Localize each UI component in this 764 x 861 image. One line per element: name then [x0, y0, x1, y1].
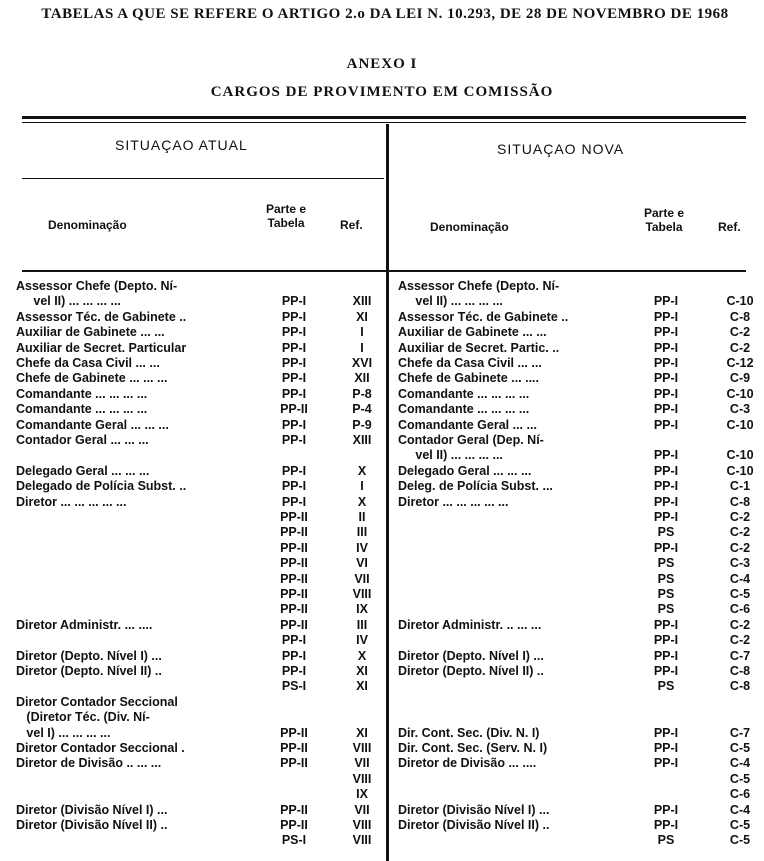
cell-parte-nova: PP-I — [653, 448, 679, 463]
section-situacao-atual: SITUAÇAO ATUAL — [115, 137, 248, 153]
cell-denominacao-nova: Dir. Cont. Sec. (Div. N. I) — [398, 725, 540, 740]
cell-ref-atual: X — [357, 463, 367, 478]
table-row — [0, 448, 764, 463]
cell-denominacao-nova: Auxiliar de Secret. Partic. .. — [398, 340, 560, 355]
annex-label: ANEXO I — [346, 56, 418, 72]
cell-parte-atual: PP-I — [281, 633, 307, 648]
cell-parte-nova: PP-I — [653, 510, 679, 524]
cell-ref-nova: C-3 — [729, 402, 751, 417]
cell-denominacao-atual: vel I) ... ... ... ... — [16, 725, 111, 740]
cell-ref-atual: P-9 — [352, 417, 372, 432]
cell-parte-atual: PP-I — [281, 664, 307, 678]
cell-denominacao-atual: Diretor Administr. ... .... — [16, 617, 153, 632]
cell-denominacao-atual: Assessor Chefe (Depto. Ní- — [16, 279, 178, 293]
cell-parte-nova: PP-I — [653, 664, 679, 678]
cell-denominacao-atual: Comandante ... ... ... ... — [16, 402, 148, 417]
table-row — [0, 310, 764, 325]
cell-parte-nova: PP-I — [653, 294, 679, 309]
cell-parte-nova: PS — [657, 571, 675, 586]
cell-denominacao-atual: Diretor (Depto. Nível II) .. — [16, 664, 162, 678]
table-row — [0, 572, 764, 587]
document-title: TABELAS A QUE SE REFERE O ARTIGO 2.o DA LEI N. 10.293, DE 28 DE NOVEMBRO DE 1968 — [41, 6, 729, 22]
cell-parte-nova: PP-I — [653, 371, 679, 386]
cell-parte-nova: PP-I — [653, 741, 679, 755]
cell-parte-nova: PS — [657, 679, 675, 694]
cell-ref-atual: XIII — [352, 294, 372, 309]
table-row — [0, 664, 764, 679]
cell-ref-nova: C-2 — [729, 525, 751, 540]
cell-parte-atual: PP-I — [281, 340, 307, 355]
cell-denominacao-atual: Auxiliar de Secret. Particular — [16, 340, 187, 355]
cell-ref-atual: XI — [356, 725, 368, 740]
cell-parte-atual: PP-I — [281, 648, 307, 663]
cell-ref-nova: C-4 — [729, 756, 751, 771]
table-row — [0, 356, 764, 371]
cell-denominacao-atual: Diretor (Depto. Nível I) ... — [16, 648, 162, 663]
cell-parte-atual: PP-I — [281, 494, 307, 509]
cell-parte-atual: PS-I — [281, 679, 307, 694]
table-row — [0, 726, 764, 741]
table-row — [0, 479, 764, 494]
cell-ref-atual: I — [360, 479, 364, 494]
section-situacao-nova: SITUAÇAO NOVA — [497, 141, 625, 157]
cell-ref-atual: X — [357, 494, 367, 509]
cell-parte-nova: PS — [657, 833, 675, 848]
table-row — [0, 341, 764, 356]
table-row — [0, 371, 764, 386]
cell-denominacao-nova: Comandante ... ... ... ... — [398, 402, 530, 417]
cell-ref-nova: C-8 — [729, 309, 751, 324]
table-row — [0, 710, 764, 725]
table-row — [0, 756, 764, 771]
cell-parte-atual: PP-I — [281, 294, 307, 309]
cell-ref-nova: C-8 — [729, 494, 751, 509]
cell-denominacao-nova: vel II) ... ... ... ... — [398, 448, 503, 463]
cell-ref-atual: VIII — [352, 587, 372, 601]
cell-parte-atual: PP-II — [280, 556, 308, 571]
cell-parte-nova: PP-I — [653, 633, 679, 648]
cell-denominacao-atual: Contador Geral ... ... ... — [16, 433, 149, 447]
section-rule-left — [22, 178, 384, 179]
cell-denominacao-atual: Comandante ... ... ... ... — [16, 386, 148, 401]
cell-denominacao-atual: Delegado Geral ... ... ... — [16, 463, 150, 478]
table-row — [0, 387, 764, 402]
cell-parte-atual: PP-II — [280, 818, 308, 832]
cell-ref-nova: C-4 — [729, 802, 751, 817]
cell-ref-nova: C-1 — [729, 479, 751, 494]
cell-parte-nova: PP-I — [653, 648, 679, 663]
cell-ref-nova: C-6 — [729, 787, 751, 802]
cell-parte-nova: PS — [657, 525, 675, 540]
cell-parte-atual: PP-I — [281, 433, 307, 447]
cell-ref-atual: VIII — [352, 818, 372, 832]
table-row — [0, 649, 764, 664]
cell-denominacao-nova: Comandante ... ... ... ... — [398, 386, 530, 401]
cell-ref-atual: I — [360, 340, 364, 355]
cell-ref-atual: VIII — [352, 741, 372, 755]
cell-ref-atual: XI — [356, 309, 368, 324]
cell-ref-nova: C-2 — [729, 510, 751, 524]
cell-denominacao-nova: Comandante Geral ... ... — [398, 417, 537, 432]
table-row — [0, 556, 764, 571]
cell-denominacao-atual: Diretor (Divisão Nível II) .. — [16, 818, 168, 832]
cell-parte-nova: PP-I — [653, 325, 679, 340]
cell-ref-atual: VII — [354, 756, 370, 771]
cell-ref-atual: P-8 — [352, 386, 372, 401]
cell-denominacao-atual: Comandante Geral ... ... ... — [16, 417, 169, 432]
header-ref-right: Ref. — [718, 220, 741, 234]
cell-parte-nova: PP-I — [653, 540, 679, 555]
cell-denominacao-nova: Diretor (Divisão Nível II) .. — [398, 818, 550, 832]
cell-denominacao-atual: Chefe da Casa Civil ... ... — [16, 356, 160, 370]
cell-parte-atual: PP-I — [281, 386, 307, 401]
cell-ref-nova: C-10 — [726, 448, 754, 463]
cell-parte-atual: PP-II — [280, 741, 308, 755]
cell-ref-nova: C-6 — [729, 602, 751, 617]
cell-denominacao-atual: Delegado de Polícia Subst. .. — [16, 479, 187, 494]
cell-ref-nova: C-5 — [729, 587, 751, 601]
cell-parte-atual: PP-II — [280, 602, 308, 617]
header-bottom-rule — [22, 270, 746, 272]
cell-parte-nova: PP-I — [653, 386, 679, 401]
cell-parte-atual: PP-II — [280, 617, 308, 632]
cell-parte-nova: PP-I — [653, 463, 679, 478]
cell-denominacao-atual: Diretor de Divisão .. ... ... — [16, 756, 162, 771]
cell-parte-nova: PP-I — [653, 402, 679, 417]
cell-ref-nova: C-5 — [729, 833, 751, 848]
cell-parte-nova: PS — [657, 602, 675, 617]
cell-parte-atual: PP-II — [280, 571, 308, 586]
cell-denominacao-atual: Diretor (Divisão Nível I) ... — [16, 802, 168, 817]
cell-ref-atual: XIII — [352, 433, 372, 447]
cell-parte-nova: PP-I — [653, 494, 679, 509]
cell-denominacao-nova: vel II) ... ... ... ... — [398, 294, 503, 309]
top-double-rule-lower — [22, 122, 746, 123]
cell-parte-nova: PP-I — [653, 356, 679, 370]
cell-ref-nova: C-10 — [726, 463, 754, 478]
cell-ref-atual: VII — [354, 571, 370, 586]
cell-parte-nova: PS — [657, 587, 675, 601]
cell-parte-atual: PP-II — [280, 802, 308, 817]
cell-ref-atual: III — [356, 617, 368, 632]
cell-ref-nova: C-2 — [729, 325, 751, 340]
cell-parte-nova: PP-I — [653, 479, 679, 494]
cell-ref-nova: C-9 — [729, 371, 751, 386]
cell-denominacao-nova: Chefe de Gabinete ... .... — [398, 371, 540, 386]
cell-parte-atual: PP-I — [281, 325, 307, 340]
cell-ref-atual: XVI — [351, 356, 373, 370]
table-row — [0, 541, 764, 556]
cell-ref-nova: C-4 — [729, 571, 751, 586]
table-row — [0, 587, 764, 602]
cell-ref-atual: P-4 — [352, 402, 372, 417]
cell-denominacao-atual: (Diretor Téc. (Div. Ní- — [16, 710, 150, 725]
cell-ref-atual: IV — [356, 633, 368, 648]
cell-ref-atual: VII — [354, 802, 370, 817]
table-row — [0, 402, 764, 417]
cell-parte-nova: PP-I — [653, 802, 679, 817]
top-double-rule-upper — [22, 116, 746, 119]
table-row — [0, 803, 764, 818]
cell-ref-atual: XI — [356, 664, 368, 678]
table-row — [0, 525, 764, 540]
cell-denominacao-nova: Diretor (Depto. Nível I) ... — [398, 648, 544, 663]
cell-ref-nova: C-8 — [729, 664, 751, 678]
cell-parte-nova: PP-I — [653, 617, 679, 632]
cell-ref-atual: I — [360, 325, 364, 340]
cell-denominacao-nova: Delegado Geral ... ... ... — [398, 463, 532, 478]
cell-ref-nova: C-7 — [729, 725, 751, 740]
cell-ref-nova: C-2 — [729, 633, 751, 648]
cell-parte-atual: PP-II — [280, 540, 308, 555]
cell-ref-atual: XII — [354, 371, 370, 386]
cell-denominacao-nova: Dir. Cont. Sec. (Serv. N. I) — [398, 741, 548, 755]
cell-parte-atual: PP-II — [280, 510, 308, 524]
cell-denominacao-atual: Diretor ... ... ... ... ... — [16, 494, 127, 509]
header-ref-left: Ref. — [340, 218, 363, 232]
cell-parte-atual: PP-I — [281, 309, 307, 324]
cell-denominacao-nova: Diretor de Divisão ... .... — [398, 756, 537, 771]
cell-ref-atual: II — [358, 510, 366, 524]
cell-ref-atual: III — [356, 525, 368, 540]
cell-ref-nova: C-5 — [729, 818, 751, 832]
cell-ref-nova: C-12 — [726, 356, 754, 370]
cell-denominacao-atual: Diretor Contador Seccional . — [16, 741, 185, 755]
cell-ref-nova: C-3 — [729, 556, 751, 571]
cell-denominacao-atual: Chefe de Gabinete ... ... ... — [16, 371, 168, 386]
table-row — [0, 741, 764, 756]
table-row — [0, 818, 764, 833]
cell-parte-nova: PP-I — [653, 818, 679, 832]
cell-denominacao-atual: vel II) ... ... ... ... — [16, 294, 121, 309]
cell-ref-atual: VIII — [352, 833, 372, 848]
cell-parte-nova: PP-I — [653, 756, 679, 771]
header-denominacao-left: Denominação — [48, 218, 127, 232]
table-row — [0, 279, 764, 294]
table-row — [0, 772, 764, 787]
cell-ref-nova: C-10 — [726, 417, 754, 432]
table-row — [0, 602, 764, 617]
cell-denominacao-atual: Auxiliar de Gabinete ... ... — [16, 325, 165, 340]
cell-ref-atual: VI — [356, 556, 368, 571]
cell-denominacao-nova: Diretor (Divisão Nível I) ... — [398, 802, 550, 817]
cell-ref-nova: C-5 — [729, 771, 751, 786]
table-row — [0, 294, 764, 309]
table-row — [0, 464, 764, 479]
cell-denominacao-nova: Deleg. de Polícia Subst. ... — [398, 479, 553, 494]
table-row — [0, 833, 764, 848]
cell-denominacao-nova: Assessor Téc. de Gabinete .. — [398, 309, 569, 324]
cell-denominacao-nova: Diretor ... ... ... ... ... — [398, 494, 509, 509]
cell-ref-nova: C-5 — [729, 741, 751, 755]
cell-ref-atual: IV — [356, 540, 368, 555]
cell-parte-atual: PP-II — [280, 525, 308, 540]
cell-ref-nova: C-2 — [729, 617, 751, 632]
cell-denominacao-nova: Auxiliar de Gabinete ... ... — [398, 325, 547, 340]
header-parte-left: Parte e Tabela — [265, 202, 307, 230]
table-row — [0, 325, 764, 340]
table-row — [0, 495, 764, 510]
table-row — [0, 787, 764, 802]
cell-ref-atual: IX — [356, 602, 368, 617]
cell-parte-atual: PP-II — [280, 402, 308, 417]
cell-ref-nova: C-2 — [729, 340, 751, 355]
cell-ref-nova: C-10 — [726, 294, 754, 309]
cell-denominacao-nova: Assessor Chefe (Depto. Ní- — [398, 279, 560, 293]
table-row — [0, 510, 764, 525]
cell-parte-atual: PP-I — [281, 417, 307, 432]
cell-parte-atual: PP-II — [280, 756, 308, 771]
table-row — [0, 679, 764, 694]
cell-ref-atual: IX — [356, 787, 368, 802]
table-row — [0, 433, 764, 448]
cell-ref-atual: VIII — [352, 771, 372, 786]
table-row — [0, 633, 764, 648]
cell-denominacao-atual: Diretor Contador Seccional — [16, 694, 178, 709]
cell-parte-nova: PP-I — [653, 417, 679, 432]
cell-parte-nova: PP-I — [653, 309, 679, 324]
table-row — [0, 418, 764, 433]
cell-denominacao-nova: Contador Geral (Dep. Ní- — [398, 433, 544, 447]
document-subtitle: CARGOS DE PROVIMENTO EM COMISSÃO — [210, 84, 554, 100]
cell-parte-atual: PP-I — [281, 371, 307, 386]
cell-ref-atual: X — [357, 648, 367, 663]
cell-parte-atual: PP-I — [281, 479, 307, 494]
cell-ref-nova: C-8 — [729, 679, 751, 694]
cell-parte-atual: PP-II — [280, 725, 308, 740]
cell-parte-atual: PP-I — [281, 463, 307, 478]
cell-parte-atual: PS-I — [281, 833, 307, 848]
cell-parte-nova: PP-I — [653, 340, 679, 355]
cell-denominacao-nova: Diretor Administr. .. ... ... — [398, 617, 542, 632]
cell-ref-nova: C-10 — [726, 386, 754, 401]
cell-parte-nova: PS — [657, 556, 675, 571]
cell-parte-atual: PP-II — [280, 587, 308, 601]
cell-ref-nova: C-2 — [729, 540, 751, 555]
table-row — [0, 618, 764, 633]
cell-parte-nova: PP-I — [653, 725, 679, 740]
cell-denominacao-nova: Diretor (Depto. Nível II) .. — [398, 664, 544, 678]
header-parte-right: Parte e Tabela — [643, 206, 685, 234]
cell-ref-atual: XI — [356, 679, 368, 694]
cell-ref-nova: C-7 — [729, 648, 751, 663]
table-row — [0, 695, 764, 710]
cell-denominacao-atual: Assessor Téc. de Gabinete .. — [16, 309, 187, 324]
cell-parte-atual: PP-I — [281, 356, 307, 370]
cell-denominacao-nova: Chefe da Casa Civil ... ... — [398, 356, 542, 370]
header-denominacao-right: Denominação — [430, 220, 509, 234]
